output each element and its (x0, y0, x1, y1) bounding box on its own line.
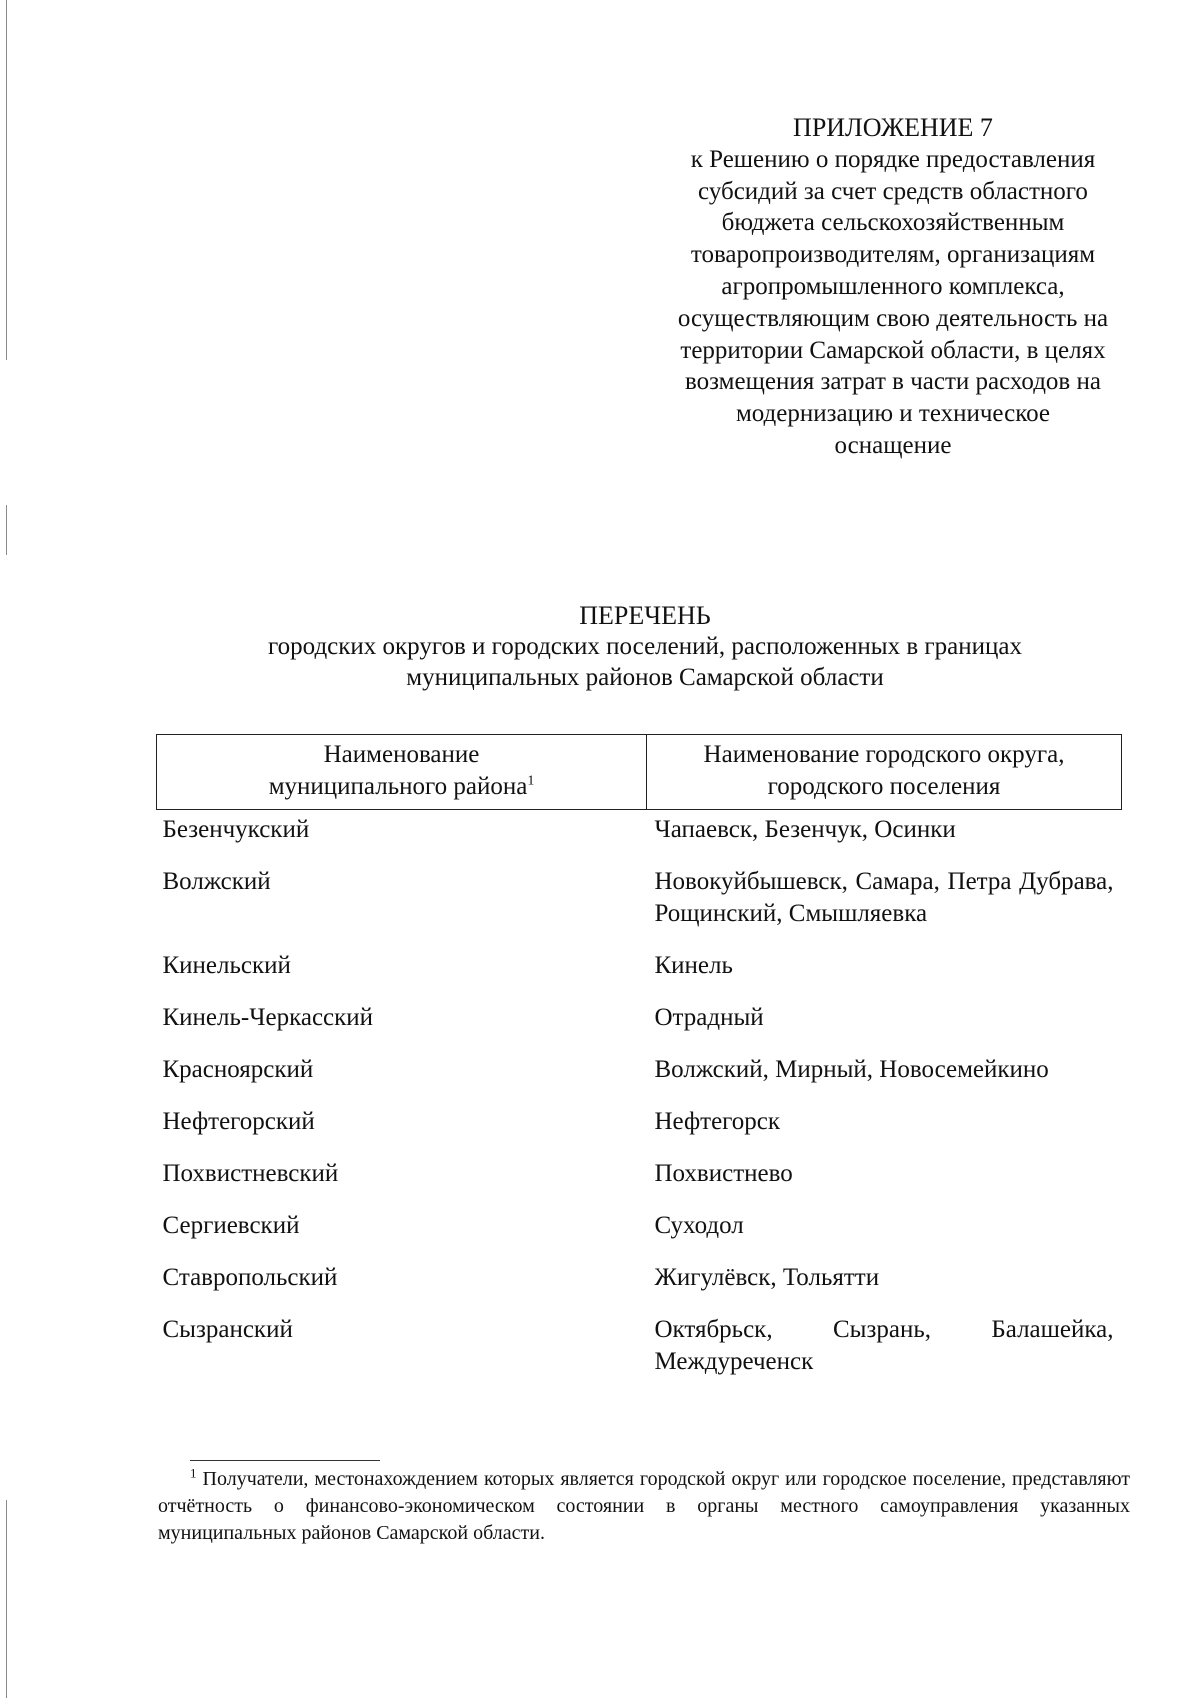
header-line: городского поселения (767, 773, 1001, 800)
list-heading (150, 600, 1140, 693)
appendix-block (628, 112, 1158, 462)
footnote-mark: 1 (190, 1465, 197, 1481)
appendix-line: оснащение (834, 431, 952, 459)
appendix-line: осуществляющим свою деятельность на (677, 304, 1109, 332)
scan-edge-line (6, 505, 7, 555)
table-row (157, 810, 1122, 857)
settlements-cell: Чапаевск, Безенчук, Осинки (654, 816, 956, 843)
header-line (165, 771, 638, 803)
settlements-cell: Суходол (654, 1212, 744, 1239)
header-line: Наименование (323, 741, 480, 768)
footnote-text: Получатели, местонахождением которых является городской округ или городское поселение, представляют отчётность о финансово-экономическом состоянии в органы местного самоуправления указанных муниципальных районов Самарской области. (158, 1468, 1130, 1544)
table-row (157, 1252, 1122, 1304)
settlements-cell: Нефтегорск (654, 1108, 781, 1135)
settlements-cell: Кинель (654, 952, 733, 979)
district-cell: Похвистневский (162, 1160, 339, 1187)
column-header-settlement (647, 735, 1122, 810)
footnote (158, 1466, 1130, 1547)
table-row (157, 1200, 1122, 1252)
column-header-district (157, 735, 647, 810)
settlements-cell: Похвистнево (654, 1160, 793, 1187)
appendix-title: ПРИЛОЖЕНИЕ 7 (793, 113, 993, 142)
table-header-row (157, 735, 1122, 810)
district-cell: Сергиевский (162, 1212, 300, 1239)
table-row (157, 1148, 1122, 1200)
header-line: Наименование городского округа, (703, 741, 1065, 768)
table-row (157, 940, 1122, 992)
table-row (157, 1044, 1122, 1096)
appendix-line: агропромышленного комплекса, (721, 272, 1065, 300)
table-row (157, 1096, 1122, 1148)
appendix-line: субсидий за счет средств областного (698, 177, 1088, 205)
footnote-separator (190, 1460, 380, 1461)
settlements-cell: Отрадный (654, 1004, 764, 1031)
district-cell: Нефтегорский (162, 1108, 315, 1135)
district-cell: Сызранский (162, 1316, 293, 1343)
district-cell: Безенчукский (162, 816, 310, 843)
list-subtitle-line: городских округов и городских поселений, расположенных в границах (268, 633, 1022, 660)
appendix-line: товаропроизводителям, организациям (690, 241, 1096, 269)
appendix-line: возмещения затрат в части расходов на (685, 368, 1101, 396)
districts-table (156, 734, 1122, 1388)
settlements-cell: Октябрьск, Сызрань, Балашейка, Междуреченск (654, 1316, 1114, 1375)
appendix-line: модернизацию и техническое (735, 400, 1051, 428)
list-subtitle-line: муниципальных районов Самарской области (406, 664, 884, 691)
list-title: ПЕРЕЧЕНЬ (579, 601, 711, 630)
district-cell: Волжский (162, 868, 271, 895)
district-cell: Кинельский (162, 952, 291, 979)
district-cell: Ставропольский (162, 1264, 338, 1291)
district-cell: Кинель-Черкасский (162, 1004, 374, 1031)
settlements-cell: Жигулёвск, Тольятти (654, 1264, 880, 1291)
table-row (157, 856, 1122, 940)
appendix-line: территории Самарской области, в целях (680, 336, 1106, 364)
header-text: муниципального района (268, 773, 528, 800)
scan-edge-line (6, 0, 7, 360)
settlements-cell: Новокуйбышевск, Самара, Петра Дубрава, Рощинский, Смышляевка (654, 868, 1114, 927)
footnote-mark: 1 (527, 773, 535, 789)
settlements-cell: Волжский, Мирный, Новосемейкино (654, 1056, 1049, 1083)
scan-edge-line (6, 1500, 7, 1698)
district-cell: Красноярский (162, 1056, 314, 1083)
appendix-line: бюджета сельскохозяйственным (721, 209, 1065, 237)
table-row (157, 992, 1122, 1044)
table-row (157, 1304, 1122, 1388)
appendix-line: к Решению о порядке предоставления (690, 145, 1096, 173)
